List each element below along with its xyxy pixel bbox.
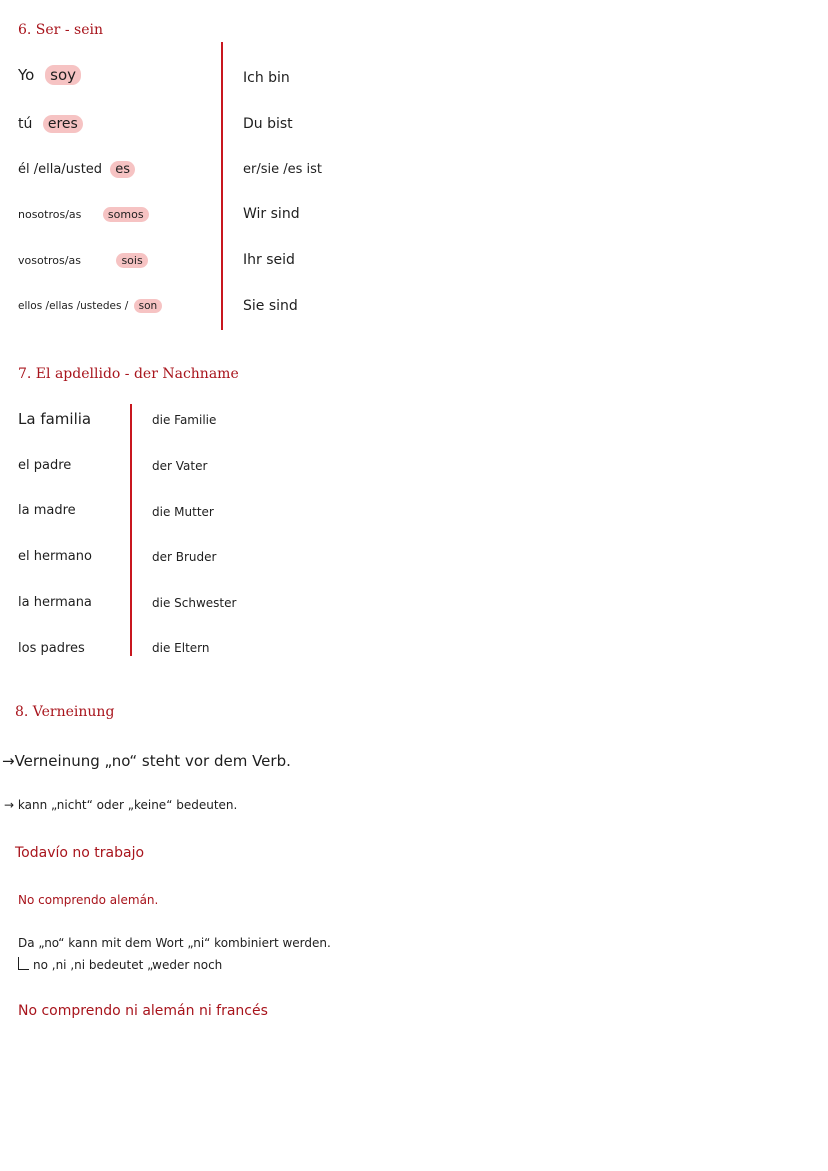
german-der-bruder: der Bruder: [152, 550, 217, 564]
german-du-bist: Du bist: [243, 116, 293, 132]
pronoun-ellos: [18, 300, 162, 312]
verb-highlight: sois: [116, 253, 147, 268]
verb-highlight: es: [110, 161, 135, 178]
spanish-el-hermano: el hermano: [18, 549, 92, 564]
spanish-el-padre: el padre: [18, 458, 72, 473]
negation-rule-line: →Verneinung „no“ steht vor dem Verb.: [2, 752, 291, 770]
spanish-la-madre: la madre: [18, 503, 76, 518]
note-ni-combination: Da „no“ kann mit dem Wort „ni“ kombiniert werden.: [18, 936, 331, 950]
note-weder-noch: [18, 957, 222, 972]
german-ihr-seid: Ihr seid: [243, 252, 295, 268]
pronoun-label: ellos /ellas /ustedes /: [18, 300, 129, 312]
pronoun-yo: [18, 66, 81, 84]
corner-arrow-icon: [18, 957, 29, 970]
german-die-schwester: die Schwester: [152, 596, 237, 610]
example-no-comprendo: No comprendo alemán.: [18, 893, 159, 907]
spanish-los-padres: los padres: [18, 641, 85, 656]
example-todavia: Todavío no trabajo: [15, 845, 145, 861]
german-er-sie-es-ist: er/sie /es ist: [243, 162, 323, 177]
german-die-mutter: die Mutter: [152, 505, 214, 519]
pronoun-vosotros: [18, 254, 148, 267]
verb-highlight: son: [134, 299, 163, 313]
negation-meaning-line: → kann „nicht“ oder „keine“ bedeuten.: [4, 798, 238, 812]
section-8-heading: 8. Verneinung: [15, 704, 115, 720]
verb-highlight: somos: [103, 207, 149, 222]
pronoun-el: [18, 162, 135, 177]
section-7-divider: [130, 404, 132, 656]
pronoun-label: Yo: [18, 66, 35, 84]
section-6-heading: 6. Ser - sein: [18, 22, 103, 38]
section-7-heading: 7. El apdellido - der Nachname: [18, 366, 239, 382]
pronoun-label: nosotros/as: [18, 208, 82, 221]
german-ich-bin: Ich bin: [243, 70, 290, 86]
german-wir-sind: Wir sind: [243, 206, 300, 222]
pronoun-tu: [18, 116, 83, 132]
german-der-vater: der Vater: [152, 459, 208, 473]
pronoun-nosotros: [18, 208, 149, 221]
note-weder-noch-text: no ,ni ,ni bedeutet „weder noch: [33, 958, 223, 972]
pronoun-label: él /ella/usted: [18, 162, 103, 177]
pronoun-label: vosotros/as: [18, 254, 81, 267]
verb-highlight: soy: [45, 65, 81, 85]
german-sie-sind: Sie sind: [243, 298, 298, 314]
spanish-la-hermana: la hermana: [18, 595, 92, 610]
verb-highlight: eres: [43, 115, 83, 133]
pronoun-label: tú: [18, 116, 33, 132]
example-ni-ni: No comprendo ni alemán ni francés: [18, 1003, 268, 1019]
german-die-familie: die Familie: [152, 413, 217, 427]
german-die-eltern: die Eltern: [152, 641, 210, 655]
section-6-divider: [221, 42, 223, 330]
spanish-la-familia: La familia: [18, 410, 92, 428]
